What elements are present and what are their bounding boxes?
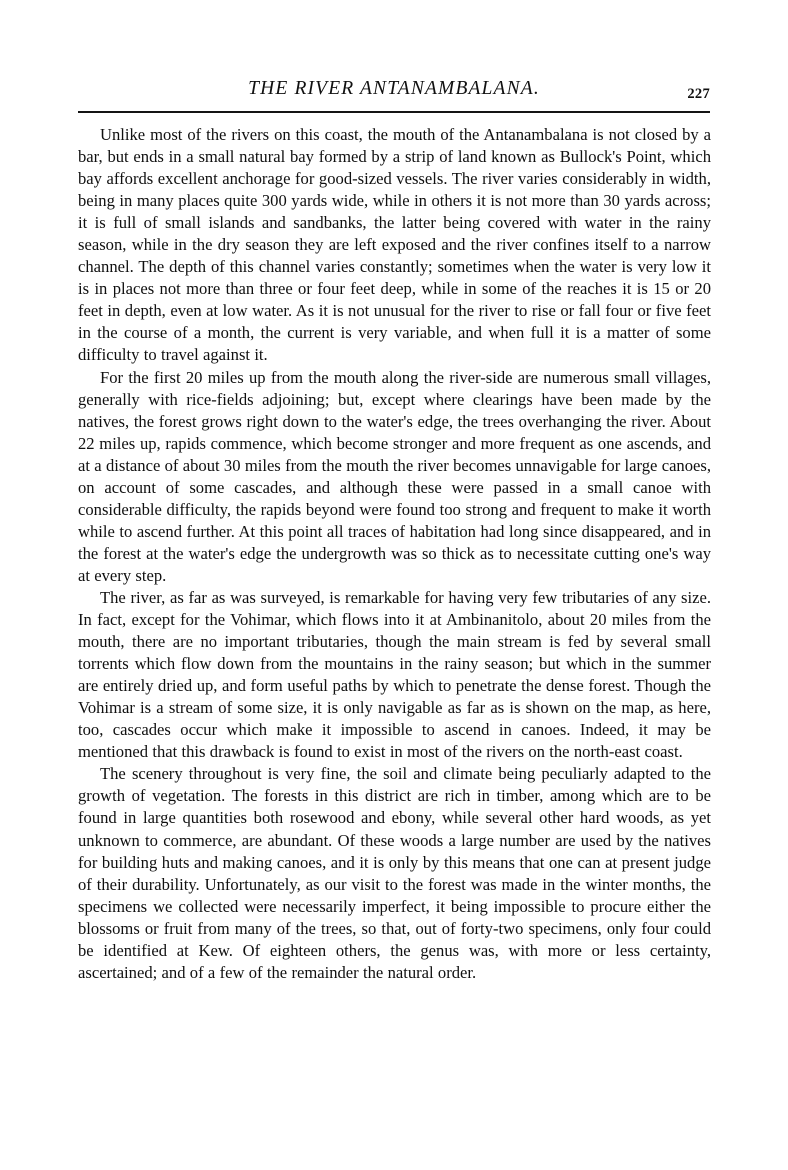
page-header <box>78 78 710 104</box>
header-rule-divider <box>78 111 710 113</box>
page-number: 227 <box>687 86 710 102</box>
paragraph: The river, as far as was surveyed, is remarkable for having very few tributaries of any size. In fact, except for the Vohimar, which flows into it at Ambinanitolo, about 20 miles from the mouth, there are no important tributaries, though the main stream is fed by several small torrents which flow down from the mountains in the rainy season; but which in the summer are entirely dried up, and form useful paths by which to penetrate the dense forest. Though the Vohimar is a stream of some size, it is only navigable as far as is shown on the map, as here, too, cascades occur which make it impossible to ascend in canoes. Indeed, it may be mentioned that this drawback is found to exist in most of the rivers on the north-east coast. <box>78 587 711 762</box>
paragraph: The scenery throughout is very fine, the soil and climate being peculiarly adapted to the growth of vegetation. The forests in this district are rich in timber, among which are to be found in large quantities both rosewood and ebony, while several other hard woods, as yet unknown to commerce, are abundant. Of these woods a large number are used by the natives for building huts and making canoes, and it is only by this means that one can at present judge of their durability. Unfortunately, as our visit to the forest was made in the winter months, the specimens we collected were necessarily imperfect, it being impossible to procure either the blossoms or fruit from many of the trees, so that, out of forty-two specimens, only four could be identified at Kew. Of eighteen others, the genus was, with more or less certainty, ascertained; and of a few of the remainder the natural order. <box>78 764 711 982</box>
body-text-block <box>78 124 711 984</box>
paragraph: For the first 20 miles up from the mouth along the river-side are numerous small villages, generally with rice-fields adjoining; but, except where clearings have been made by the natives, the forest grows right down to the water's edge, the trees overhanging the river. About 22 miles up, rapids commence, which become stronger and more frequent as one ascends, and at a distance of about 30 miles from the mouth the river becomes unnavigable for large canoes, on account of some cascades, and although these were passed in a small canoe with considerable difficulty, the rapids beyond were found too strong and frequent to make it worth while to ascend further. At this point all traces of habitation had long since disappeared, and in the forest at the water's edge the undergrowth was so thick as to necessitate cutting one's way at every step. <box>78 367 711 585</box>
running-head-title: THE RIVER ANTANAMBALANA. <box>248 78 540 99</box>
paragraph: Unlike most of the rivers on this coast, the mouth of the Antanambalana is not closed by a bar, but ends in a small natural bay formed by a strip of land known as Bullock's Point, which bay affords excellent anchorage for good-sized vessels. The river varies considerably in width, being in many places quite 300 yards wide, while in others it is not more than 30 yards across; it is full of small islands and sandbanks, the latter being covered with water in the rainy season, while in the dry season they are left exposed and the river confines itself to a narrow channel. The depth of this channel varies constantly; sometimes when the water is very low it is in places not more than three or four feet deep, while in some of the reaches it is 15 or 20 feet in depth, even at low water. As it is not unusual for the river to rise or fall four or five feet in the course of a month, the current is very variable, and when full it is a matter of some difficulty to travel against it. <box>78 125 711 365</box>
